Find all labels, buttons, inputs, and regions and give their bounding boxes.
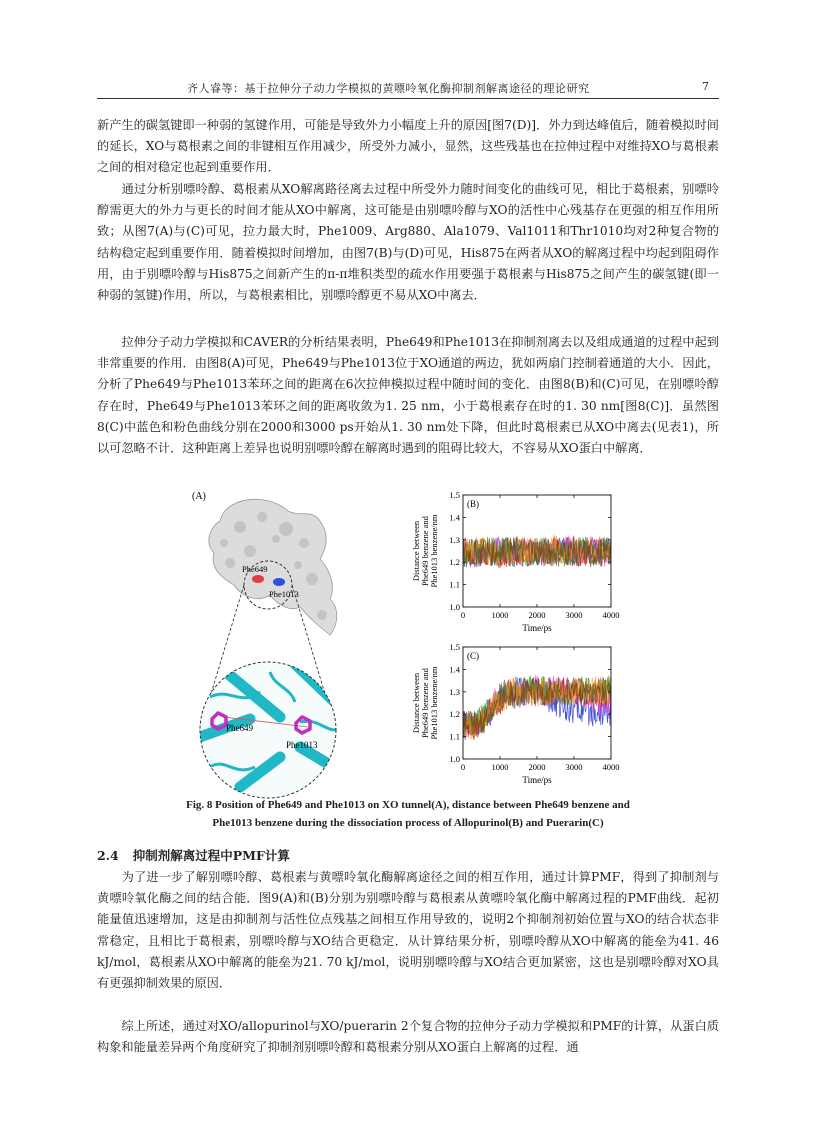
- ytick-label-c: 1.2: [449, 709, 460, 720]
- page-number: 7: [702, 80, 709, 93]
- yaxis-label-c-1: Distance between: [411, 672, 421, 734]
- yaxis-label-b-1: Distance between: [411, 520, 421, 582]
- ytick-label-b: 1.4: [449, 512, 460, 523]
- ytick-label-b: 1.0: [449, 602, 460, 612]
- xtick-label-c: 1000: [491, 762, 509, 772]
- chart-panel-c: [411, 642, 620, 785]
- ytick-label-b: 1.3: [449, 534, 460, 545]
- ytick-label-c: 1.0: [449, 754, 460, 764]
- figure-8-svg: [180, 487, 640, 799]
- ytick-label-b: 1.5: [449, 490, 460, 500]
- figure-caption-line-2: Phe1013 benzene during the dissociation process of Allopurinol(B) and Puerarin(C): [212, 817, 604, 829]
- panel-a-label: (A): [192, 491, 206, 502]
- ytick-label-b: 1.1: [449, 579, 460, 590]
- ytick-label-c: 1.5: [449, 642, 460, 652]
- label-phe649-top: Phe649: [242, 564, 268, 574]
- xtick-label-b: 1000: [491, 610, 509, 620]
- yaxis-label-b-2: Phe649 benzene and: [420, 516, 430, 586]
- xaxis-label-c: Time/ps: [522, 775, 552, 785]
- figure-8: [180, 487, 640, 799]
- header-title: 齐人睿等：基于拉伸分子动力学模拟的黄嘌呤氧化酶抑制剂解离途径的理论研究: [187, 82, 590, 95]
- xtick-label-b: 3000: [565, 610, 583, 620]
- section-title: 抑制剂解离过程中PMF计算: [132, 848, 290, 863]
- running-header: [97, 80, 719, 99]
- yaxis-label-c-3: Phe1013 benzene/nm: [429, 666, 439, 740]
- xtick-label-b: 4000: [602, 610, 620, 620]
- paragraph-1: 新产生的碳氢键即一种弱的氢键作用，可能是导致外力小幅度上升的原因[图7(D)]．外力到达峰值后，随着模拟时间的延长，XO与葛根素之间的非键相互作用减少，所受外力减小，显然，这些残基也在拉伸过程中对维持XO与葛根素之间的相对稳定也起到重要作用．: [97, 118, 719, 175]
- phe1013-marker: [273, 578, 285, 586]
- xtick-label-c: 3000: [565, 762, 583, 772]
- yaxis-label-b-3: Phe1013 benzene/nm: [429, 514, 439, 588]
- zoom-view: [198, 659, 350, 799]
- yaxis-label-c-2: Phe649 benzene and: [420, 668, 430, 738]
- label-phe1013-zoom: Phe1013: [286, 740, 318, 750]
- ytick-label-c: 1.4: [449, 664, 460, 675]
- ytick-label-b: 1.2: [449, 557, 460, 568]
- xtick-label-b: 0: [460, 610, 466, 620]
- paragraph-2: 通过分析别嘌呤醇、葛根素从XO解离路径离去过程中所受外力随时间变化的曲线可见，相比于葛根素，别嘌呤醇需更大的外力与更长的时间才能从XO中解离，这可能是由别嘌呤醇与XO的活性中心残基存在更强的相互作用所致；从图7(A)与(C)可见，拉力最大时，Phe1009、Arg880、Ala1079、Val1011和Thr1010均对2种复合物的结构稳定起到重要作用．随着模拟时间增加，由图7(B)与(D)可见，His875在两者从XO的解离过程中均起到阻碍作用，由于别嘌呤醇与His875之间新产生的π-π堆积类型的疏水作用要强于葛根素与His875之间产生的碳氢键(即一种弱的氢键)作用，所以，与葛根素相比，别嘌呤醇更不易从XO中离去．: [97, 182, 719, 303]
- ytick-label-c: 1.3: [449, 686, 460, 697]
- xtick-label-c: 0: [460, 762, 466, 772]
- phe649-marker: [252, 575, 264, 583]
- ytick-label-c: 1.1: [449, 731, 460, 742]
- figure-caption-line-1: Fig. 8 Position of Phe649 and Phe1013 on XO tunnel(A), distance between Phe649 benzene and: [186, 799, 630, 811]
- paragraph-3: 拉伸分子动力学模拟和CAVER的分析结果表明，Phe649和Phe1013在抑制剂离去以及组成通道的过程中起到非常重要的作用．由图8(A)可见，Phe649与Phe1013位于XO通道的两边，犹如两扇门控制着通道的大小．因此，分析了Phe649与Phe1013苯环之间的距离在6次拉伸模拟过程中随时间的变化．由图8(B)和(C)可见，在别嘌呤醇存在时，Phe649与Phe1013苯环之间的距离收敛为1. 25 nm，小于葛根素存在时的1. 30 nm[图8(C)]．虽然图8(C)中蓝色和粉色曲线分别在2000和3000 ps开始从1. 30 nm处下降，但此时葛根素已从XO中离去(见表1)，所以可忽略不计．这种距离上差异也说明别嘌呤醇在解离时遇到的阻碍比较大，不容易从XO蛋白中解离．: [97, 335, 719, 456]
- panel-label-b: (B): [467, 499, 479, 509]
- xtick-label-b: 2000: [528, 610, 546, 620]
- xaxis-label-b: Time/ps: [522, 623, 552, 633]
- section-heading: [97, 846, 304, 864]
- label-phe649-zoom: Phe649: [226, 723, 253, 733]
- chart-panel-b: [411, 490, 620, 633]
- paragraph-5: 综上所述，通过对XO/allopurinol与XO/puerarin 2个复合物的拉伸分子动力学模拟和PMF的计算，从蛋白质构象和能量差异两个角度研究了抑制剂别嘌呤醇和葛根素分别从XO蛋白上解离的过程．通: [97, 1019, 719, 1055]
- panel-label-c: (C): [467, 651, 479, 661]
- section-number: 2.4: [97, 848, 119, 863]
- paragraph-4: 为了进一步了解别嘌呤醇、葛根素与黄嘌呤氧化酶解离途径之间的相互作用，通过计算PMF，得到了抑制剂与黄嘌呤氧化酶之间的结合能．图9(A)和(B)分别为别嘌呤醇与葛根素从黄嘌呤氧化酶中解离过程的PMF曲线．起初能量值迅速增加，这是由抑制剂与活性位点残基之间相互作用导致的，说明2个抑制剂初始位置与XO的结合状态非常稳定，且相比于葛根素，别嘌呤醇与XO结合更稳定．从计算结果分析，别嘌呤醇从XO中解离的能垒为41. 46 kJ/mol，葛根素从XO中解离的能垒为21. 70 kJ/mol，说明别嘌呤醇与XO结合更加紧密，这也是别嘌呤醇对XO具有更强抑制效果的原因．: [97, 870, 719, 991]
- xtick-label-c: 4000: [602, 762, 620, 772]
- xtick-label-c: 2000: [528, 762, 546, 772]
- label-phe1013-top: Phe1013: [269, 589, 299, 599]
